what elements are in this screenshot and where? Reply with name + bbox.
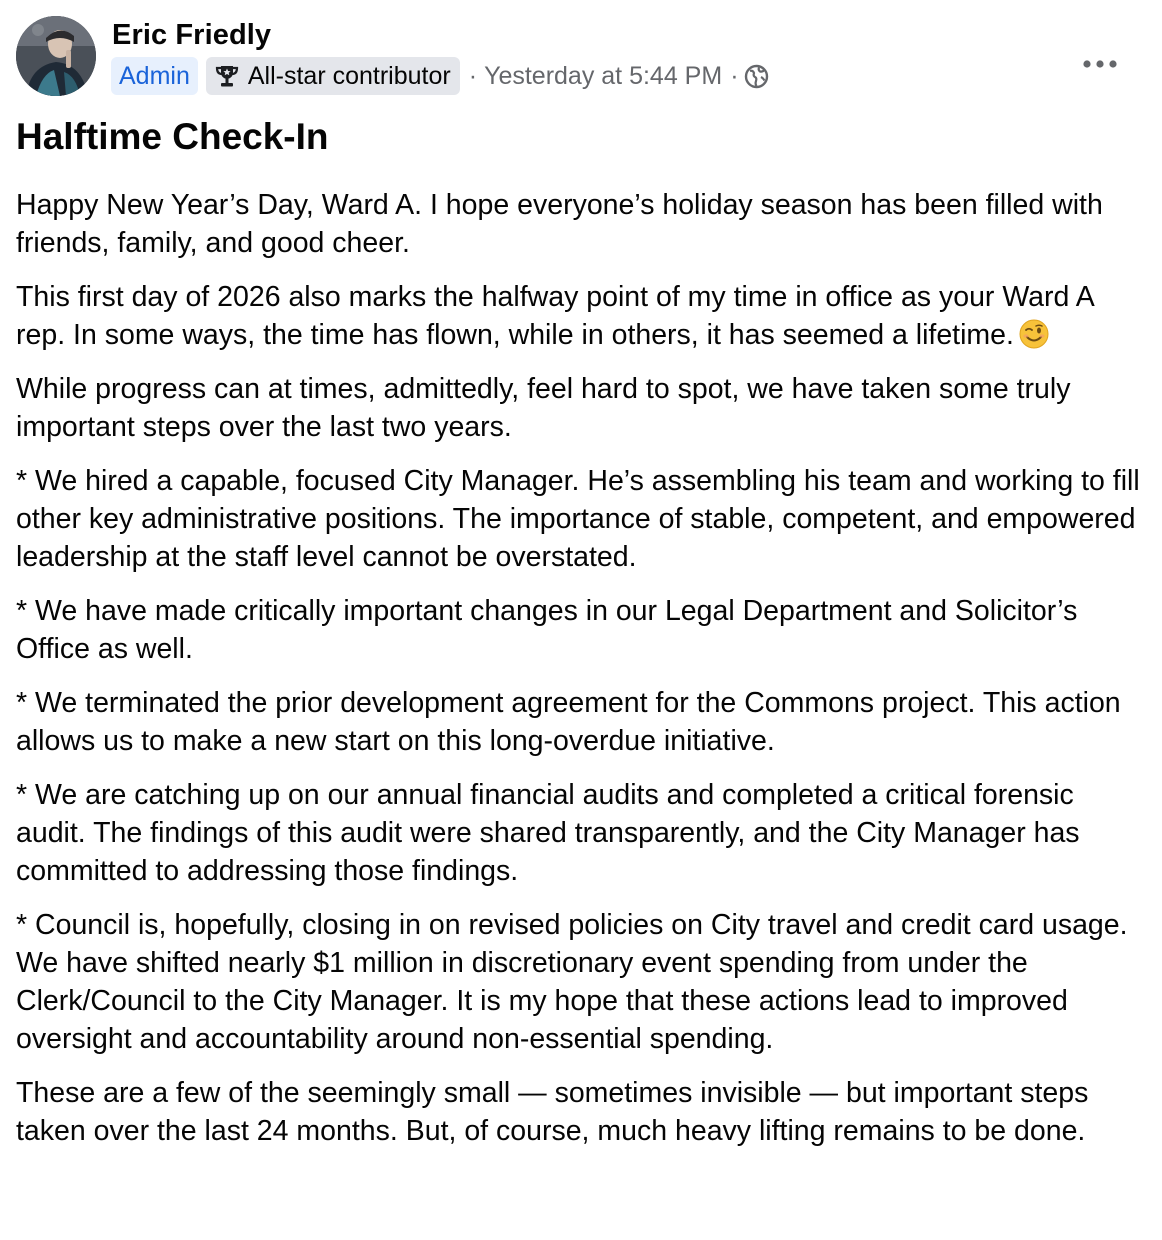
- allstar-label: All-star contributor: [247, 61, 451, 90]
- winking-face-emoji-icon: [1018, 318, 1050, 350]
- admin-badge[interactable]: Admin: [111, 57, 198, 95]
- post-timestamp[interactable]: Yesterday at 5:44 PM: [484, 61, 723, 90]
- globe-icon[interactable]: [744, 64, 769, 89]
- post-paragraph: [16, 278, 1148, 354]
- trophy-icon: [214, 63, 240, 89]
- post-title: Halftime Check-In: [16, 116, 329, 157]
- post-meta: [111, 56, 769, 96]
- post-paragraph: * We are catching up on our annual financial audits and completed a critical forensic audit. The findings of this audit were shared transparently, and the City Manager has committed to addressing those findings.: [16, 779, 1080, 887]
- post-paragraph: * We hired a capable, focused City Manager. He’s assembling his team and working to fill other key administrative positions. The importance of stable, competent, and empowered leadership at the staff level cannot be overstated.: [16, 465, 1140, 573]
- post-paragraph: These are a few of the seemingly small — sometimes invisible — but important steps taken over the last 24 months. But, of course, much heavy lifting remains to be done.: [16, 1077, 1089, 1147]
- post-paragraph: * Council is, hopefully, closing in on revised policies on City travel and credit card usage. We have shifted nearly $1 million in discretionary event spending from under the Clerk/Council to the City Manager. It is my hope that these actions lead to improved oversight and accountability around non-essential spending.: [16, 909, 1128, 1055]
- post-paragraph: Happy New Year’s Day, Ward A. I hope everyone’s holiday season has been filled with friends, family, and good cheer.: [16, 189, 1103, 259]
- post-header: [16, 16, 1146, 96]
- more-options-button[interactable]: [1082, 54, 1118, 74]
- author-avatar[interactable]: [16, 16, 96, 96]
- author-name[interactable]: Eric Friedly: [112, 19, 272, 51]
- post-paragraph: * We terminated the prior development agreement for the Commons project. This action allows us to make a new start on this long-overdue initiative.: [16, 687, 1121, 757]
- meta-separator: ·: [468, 61, 478, 90]
- profile-photo-icon: [16, 16, 96, 96]
- allstar-contributor-badge[interactable]: [206, 57, 460, 95]
- meta-separator: ·: [730, 61, 739, 90]
- post-paragraph: While progress can at times, admittedly, feel hard to spot, we have taken some truly important steps over the last two years.: [16, 373, 1071, 443]
- post-body: [16, 186, 1148, 1166]
- ellipsis-icon: [1082, 59, 1118, 69]
- post-paragraph: * We have made critically important changes in our Legal Department and Solicitor’s Office as well.: [16, 595, 1078, 665]
- post-paragraph-text: This first day of 2026 also marks the halfway point of my time in office as your Ward A rep. In some ways, the time has flown, while in others, it has seemed a lifetime.: [16, 281, 1094, 351]
